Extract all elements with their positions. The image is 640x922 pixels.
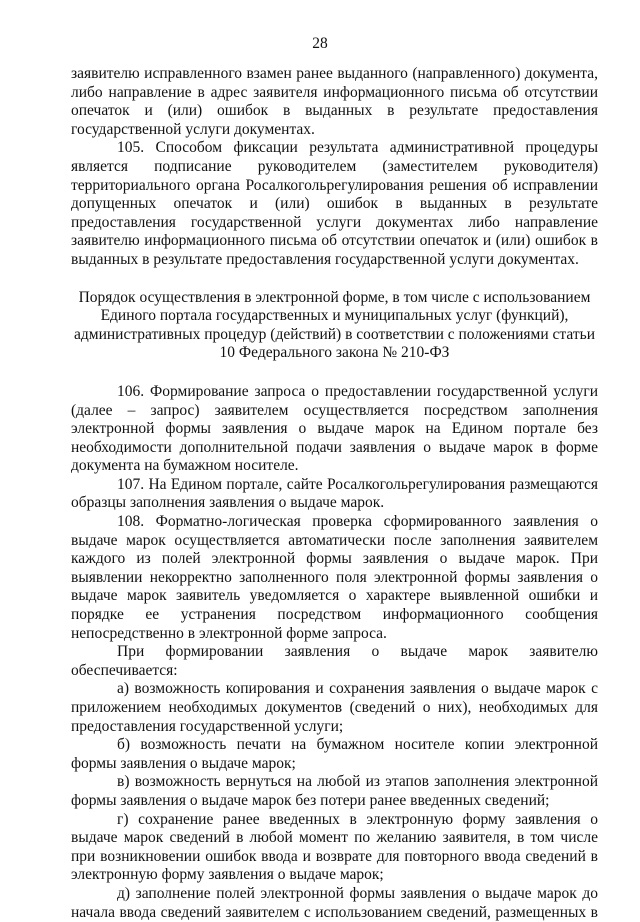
paragraph-105: 105. Способом фиксации результата административной процедуры является подписание руководителем (заместителем руководителя) территориального органа Росалкогольрегулирования решения об исправлении допущенных опечаток и (или) ошибок в выданных в результате предоставления государственной услуги документах либо направление заявителю информационного письма об отсутствии опечаток и (или) ошибок в выданных в результате предоставления государственной услуги документах. [71, 139, 598, 268]
section-heading [71, 289, 598, 363]
paragraph-107: 107. На Едином портале, сайте Росалкогольрегулирования размещаются образцы заполнения заявления о выдаче марок. [71, 475, 598, 512]
paragraph-continuation: заявителю исправленного взамен ранее выданного (направленного) документа, либо направление в адрес заявителя информационного письма об отсутствии опечаток и (или) ошибок в выданных в результате предоставления государственной услуги документах. [71, 65, 598, 138]
paragraph-intro: При формировании заявления о выдаче марок заявителю обеспечивается: [71, 643, 598, 679]
heading-line-3: административных процедур (действий) в соответствии с положениями статьи [74, 325, 595, 343]
page-number: 28 [312, 35, 328, 52]
list-item-b: б) возможность печати на бумажном носителе копии электронной формы заявления о выдаче марок; [71, 736, 598, 772]
paragraph-106: 106. Формирование запроса о предоставлении государственной услуги (далее – запрос) заявителем осуществляется посредством заполнения электронной формы заявления о выдаче марок на Едином портале без необходимости дополнительной подачи заявления о выдаче марок в форме документа на бумажном носителе. [71, 382, 598, 475]
document-body [71, 65, 598, 922]
list-item-v: в) возможность вернуться на любой из этапов заполнения электронной формы заявления о выдаче марок без потери ранее введенных сведений; [71, 773, 598, 809]
list-item-d: д) заполнение полей электронной формы заявления о выдаче марок до начала ввода сведений заявителем с использованием сведений, размещенных в [71, 884, 598, 921]
heading-line-1: Порядок осуществления в электронной форме, в том числе с использованием [78, 288, 591, 306]
list-item-g: г) сохранение ранее введенных в электронную форму заявления о выдаче марок сведений в любой момент по желанию заявителя, в том числе при возникновении ошибок ввода и возврате для повторного ввода сведений в электронную форму заявления о выдаче марок; [71, 810, 598, 884]
heading-line-2: Единого портала государственных и муниципальных услуг (функций), [100, 307, 569, 325]
list-item-a: а) возможность копирования и сохранения заявления о выдаче марок с приложением необходимых документов (сведений о них), необходимых для предоставления государственной услуги; [71, 680, 598, 735]
paragraph-108: 108. Форматно-логическая проверка сформированного заявления о выдаче марок осуществляется автоматически после заполнения заявителем каждого из полей электронной формы заявления о выдаче марок. При выявлении некорректно заполненного поля электронной формы заявления о выдаче марок заявитель уведомляется о характере выявленной ошибки и порядке ее устранения посредством информационного сообщения непосредственно в электронной форме запроса. [71, 513, 598, 642]
heading-line-4: 10 Федерального закона № 210-ФЗ [219, 344, 450, 362]
